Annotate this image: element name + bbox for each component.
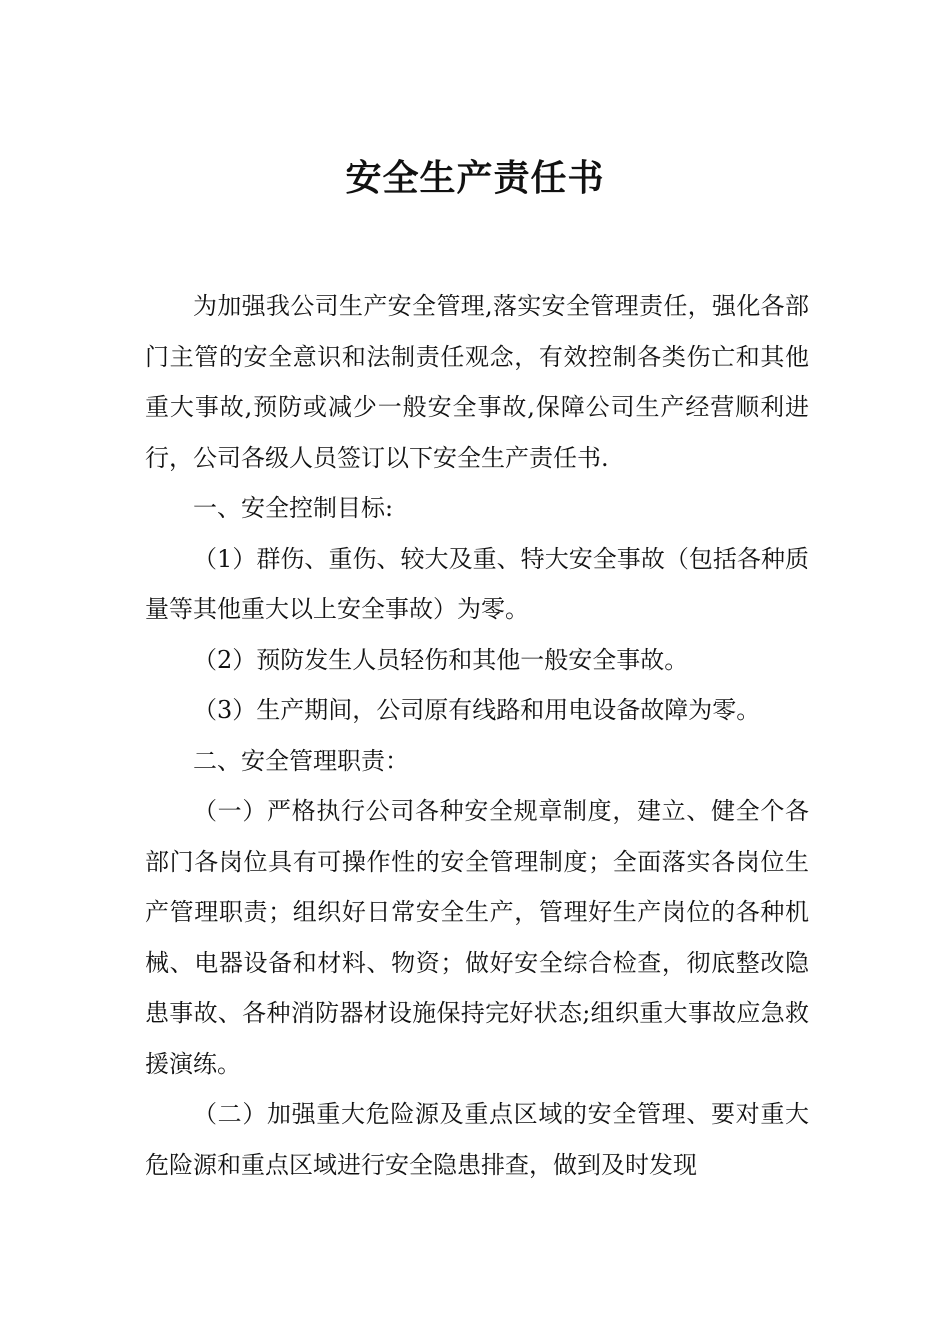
section-heading-management-duties: 二、安全管理职责： [193,746,409,775]
section-heading-safety-goals: 一、安全控制目标: [193,494,394,522]
document-body [145,281,809,1190]
duty-item-1: （一）严格执行公司各种安全规章制度，建立、健全个各部门各岗位具有可操作性的安全管理制度；全面落实各岗位生产管理职责；组织好日常安全生产，管理好生产岗位的各种机械、电器设备和材料、物资；做好安全综合检查，彻底整改隐患事故、各种消防器材设施保持完好状态;组织重大事故应急救援演练。 [145,797,809,1078]
goal-item-1: （1）群伤、重伤、较大及重、特大安全事故（包括各种质量等其他重大以上安全事故）为零。 [145,544,809,623]
document-title: 安全生产责任书 [345,157,605,199]
paragraph-intro: 为加强我公司生产安全管理,落实安全管理责任，强化各部门主管的安全意识和法制责任观念，有效控制各类伤亡和其他重大事故,预防或减少一般安全事故,保障公司生产经营顺利进行，公司各级人员签订以下安全生产责任书. [145,292,809,472]
duty-item-2: （二）加强重大危险源及重点区域的安全管理、要对重大危险源和重点区域进行安全隐患排查，做到及时发现 [145,1100,809,1179]
goal-item-3: （3）生产期间，公司原有线路和用电设备故障为零。 [193,696,761,724]
goal-item-2: （2）预防发生人员轻伤和其他一般安全事故。 [193,645,689,674]
